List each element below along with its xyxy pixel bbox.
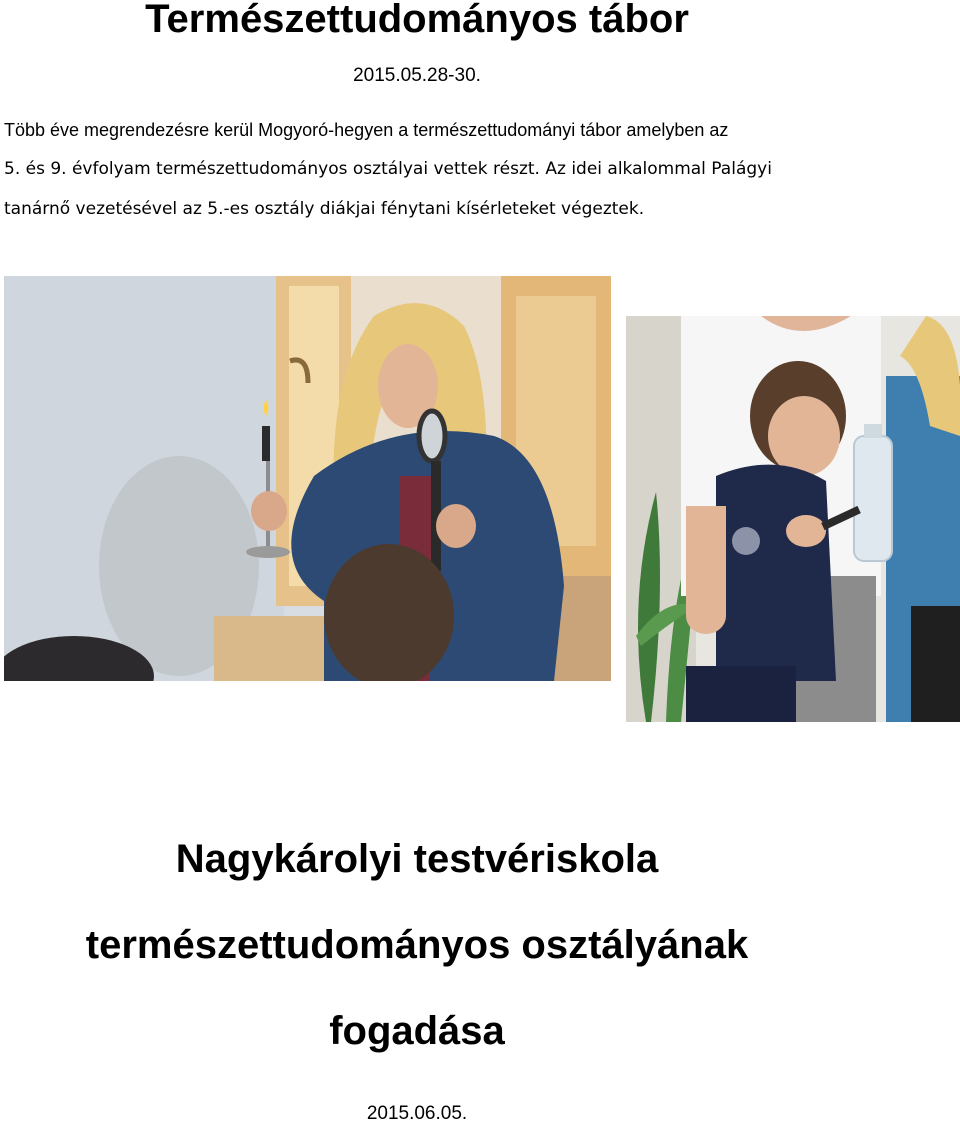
section-heading-line: fogadása (329, 1009, 505, 1053)
page-title: Természettudományos tábor (145, 0, 689, 41)
paragraph-line: 5. és 9. évfolyam természettudományos osztályai vettek részt. Az idei alkalommal Palágyi (4, 159, 772, 179)
photo-teacher-candle (4, 276, 611, 681)
photo-boy-magnifier (626, 316, 960, 722)
paragraph-line: Több éve megrendezésre kerül Mogyoró-hegyen a természettudományi tábor amelyben az (4, 120, 729, 140)
section-heading-line: természettudományos osztályának (85, 923, 749, 967)
event-date: 2015.06.05. (366, 1103, 468, 1124)
paragraph-line: tanárnő vezetésével az 5.-es osztály diákjai fénytani kísérleteket végeztek. (4, 199, 645, 219)
event-date: 2015.05.28-30. (353, 65, 481, 86)
section-heading-line: Nagykárolyi testvériskola (175, 837, 659, 881)
